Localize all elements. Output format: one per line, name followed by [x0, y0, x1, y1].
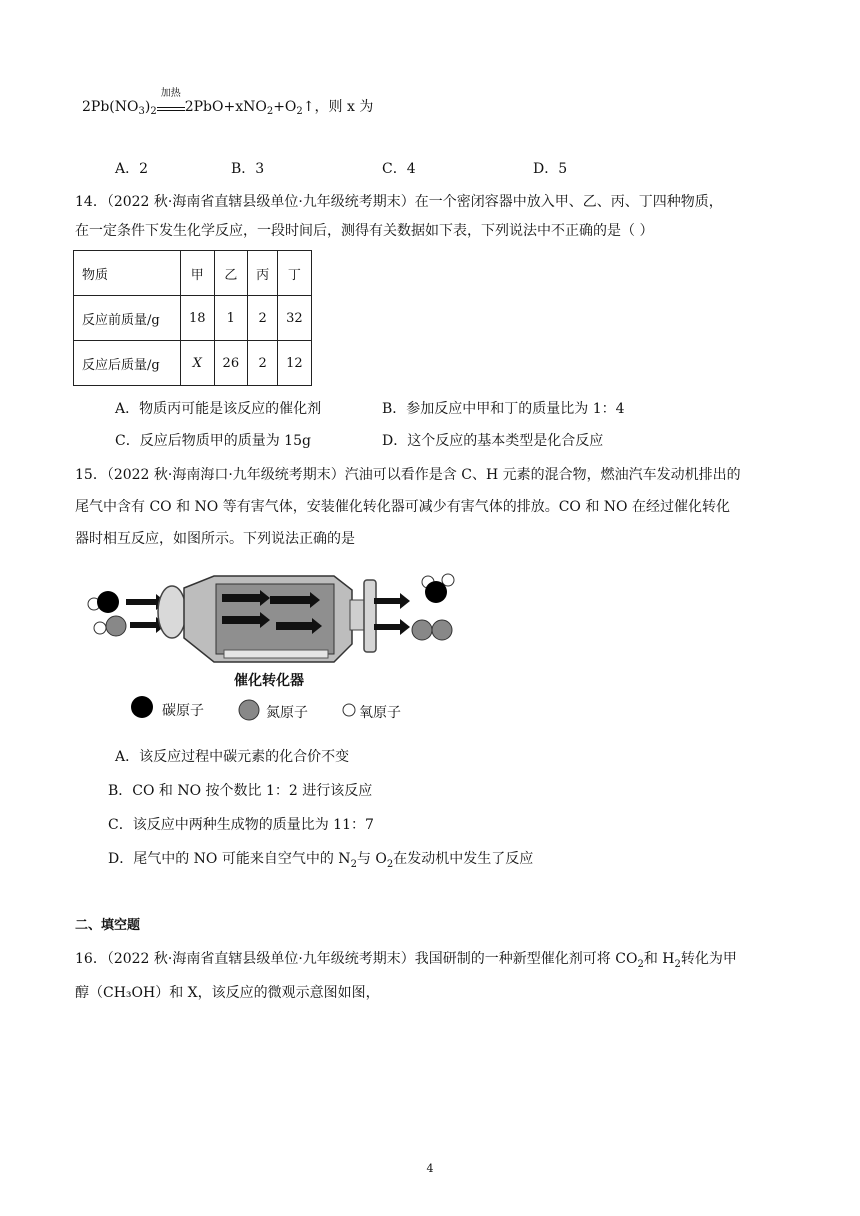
legend-oxygen-icon — [343, 704, 355, 716]
q13-option-b: B．3 — [231, 161, 265, 177]
arrow-body — [130, 622, 156, 628]
table-row — [74, 251, 312, 296]
outlet-flange — [364, 580, 376, 652]
table-cell: X — [181, 341, 215, 386]
q14-option-a: A．物质丙可能是该反应的催化剂 — [115, 401, 322, 417]
table-header-cell: 丙 — [248, 251, 278, 296]
q13-option-d: D．5 — [533, 161, 568, 177]
q15-option-c: C．该反应中两种生成物的质量比为 11：7 — [108, 817, 374, 833]
q14-stem-line2: 在一定条件下发生化学反应，一段时间后，测得有关数据如下表，下列说法中不正确的是（ ） — [75, 223, 654, 239]
option-text: 在发动机中发生了反应 — [393, 851, 534, 867]
q16-stem-line2: 醇（CH₃OH）和 X，该反应的微观示意图如图， — [75, 985, 380, 1001]
table-cell: 26 — [214, 341, 248, 386]
table-row — [74, 341, 312, 386]
subscript: 2 — [674, 958, 681, 970]
nitrogen-atom — [412, 620, 432, 640]
legend-nitrogen-label: 氮原子 — [266, 705, 308, 721]
figure-caption: 催化转化器 — [234, 673, 304, 689]
table-cell: 18 — [181, 296, 215, 341]
inlet-pipe — [158, 586, 186, 638]
q15-stem-line3: 器时相互反应，如图所示。下列说法正确的是 — [75, 531, 355, 547]
table-cell: 2 — [248, 296, 278, 341]
stem-text: 16．（2022 秋·海南省直辖县级单位·九年级统考期末）我国研制的一种新型催化剂可将 CO — [75, 951, 638, 967]
subscript: 2 — [637, 958, 644, 970]
oxygen-atom — [442, 574, 454, 586]
converter-shield — [224, 650, 328, 658]
legend-carbon-label: 碳原子 — [162, 703, 204, 719]
carbon-atom — [97, 591, 119, 613]
table-cell: 1 — [214, 296, 248, 341]
section-title: 二、填空题 — [75, 918, 141, 933]
equation-rhs: 2PbO+xNO — [184, 99, 267, 115]
equation-rhs: ↑，则 x 为 — [302, 99, 374, 115]
catalytic-converter-figure — [84, 566, 464, 726]
table-cell: 2 — [248, 341, 278, 386]
page-number: 4 — [426, 1162, 434, 1175]
stem-text: 转化为甲 — [680, 951, 737, 967]
stem-text: 和 H — [643, 951, 675, 967]
legend-oxygen-label: 氧原子 — [359, 705, 401, 721]
table-header-cell: 甲 — [181, 251, 215, 296]
q14-stem-line1: 14．（2022 秋·海南省直辖县级单位·九年级统考期末）在一个密闭容器中放入甲、乙、丙、丁四种物质， — [75, 194, 723, 210]
arrow-body — [270, 596, 310, 604]
q13-option-c: C．4 — [382, 161, 416, 177]
option-text: 与 O — [356, 851, 387, 867]
carbon-atom — [425, 581, 447, 603]
nitrogen-atom — [106, 616, 126, 636]
subscript: 2 — [296, 106, 303, 117]
equation-paren: ) — [144, 99, 151, 115]
equation-lhs: 2Pb(NO — [82, 99, 139, 115]
q14-option-c: C．反应后物质甲的质量为 15g — [115, 433, 311, 449]
subscript: 3 — [138, 106, 145, 117]
arrow-body — [374, 598, 400, 604]
subscript: 2 — [350, 858, 357, 870]
q15-option-b: B．CO 和 NO 按个数比 1：2 进行该反应 — [108, 783, 373, 799]
option-text: D．尾气中的 NO 可能来自空气中的 N — [108, 851, 351, 867]
arrow-body — [374, 624, 400, 630]
legend-nitrogen-icon — [239, 700, 259, 720]
arrow-body — [276, 622, 312, 630]
table-header-cell: 物质 — [74, 251, 181, 296]
nitrogen-atom — [432, 620, 452, 640]
subscript: 2 — [150, 106, 157, 117]
arrow-head — [400, 593, 410, 609]
q16-stem-line1 — [75, 948, 737, 970]
table-row — [74, 296, 312, 341]
subscript: 2 — [266, 106, 274, 117]
table-header-cell: 乙 — [214, 251, 248, 296]
q14-data-table — [73, 250, 312, 386]
q14-option-b: B．参加反应中甲和丁的质量比为 1：4 — [382, 401, 625, 417]
subscript: 2 — [386, 858, 394, 870]
outlet-pipe — [350, 600, 364, 630]
table-cell: 32 — [278, 296, 312, 341]
table-cell: 反应前质量/g — [74, 296, 181, 341]
table-cell: 反应后质量/g — [74, 341, 181, 386]
legend-carbon-icon — [131, 696, 153, 718]
arrow-body — [222, 616, 260, 624]
table-header-cell: 丁 — [278, 251, 312, 296]
q15-option-d — [108, 848, 533, 870]
table-cell: 12 — [278, 341, 312, 386]
arrow-body — [222, 594, 260, 602]
equation-rhs: +O — [273, 99, 297, 115]
q15-option-a: A．该反应过程中碳元素的化合价不变 — [115, 749, 350, 765]
q15-stem-line2: 尾气中含有 CO 和 NO 等有害气体，安装催化转化器可减少有害气体的排放。CO 和 NO 在经过催化转化 — [75, 499, 730, 515]
q15-stem-line1: 15．（2022 秋·海南海口·九年级统考期末）汽油可以看作是含 C、H 元素的混合物，燃油汽车发动机排出的 — [75, 467, 741, 483]
arrow-head — [400, 619, 410, 635]
q13-option-a: A．2 — [115, 161, 149, 177]
oxygen-atom — [94, 622, 106, 634]
equation-line — [82, 88, 374, 117]
reaction-condition-arrow — [157, 88, 185, 111]
arrow-body — [126, 599, 156, 605]
reaction-condition: 加热 — [160, 88, 181, 99]
q14-option-d: D．这个反应的基本类型是化合反应 — [382, 433, 604, 449]
